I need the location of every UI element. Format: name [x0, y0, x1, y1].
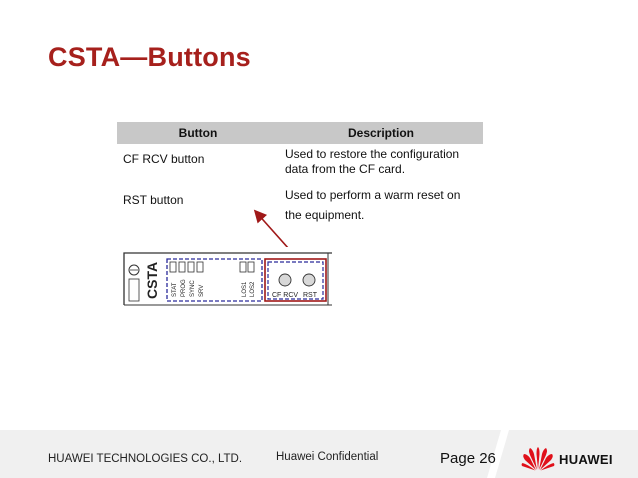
indicator-label-los1: LOS1 [242, 281, 248, 297]
column-header-description: Description [279, 122, 483, 144]
description-cell: Used to perform a warm reset on the equipment. [285, 188, 461, 222]
slide-title: CSTA—Buttons [48, 42, 251, 72]
board-label: CSTA [144, 261, 160, 299]
column-header-button: Button [117, 122, 279, 144]
description-cell: Used to restore the configuration data from the CF card. [285, 147, 460, 176]
indicator-label-sync: SYNC [190, 280, 196, 297]
company-name: HUAWEI TECHNOLOGIES CO., LTD. [48, 453, 243, 465]
page-number: Page 26 [440, 450, 496, 467]
rst-button [303, 274, 315, 286]
button-name-cell: RST button [123, 193, 184, 207]
cf-rcv-label: CF RCV [272, 292, 299, 299]
indicator-label-srv: SRV [199, 284, 205, 297]
rst-label: RST [303, 292, 317, 299]
indicator-label-los2: LOS2 [250, 281, 256, 297]
cf-rcv-button [279, 274, 291, 286]
confidential-label: Huawei Confidential [276, 451, 379, 463]
csta-board-panel [122, 247, 334, 307]
indicator-label-prog: PROG [181, 279, 187, 297]
indicator-label-stat: STAT [172, 282, 178, 297]
button-name-cell: CF RCV button [123, 152, 205, 166]
huawei-logo-icon [521, 445, 555, 471]
huawei-logo-text: HUAWEI [559, 452, 613, 467]
